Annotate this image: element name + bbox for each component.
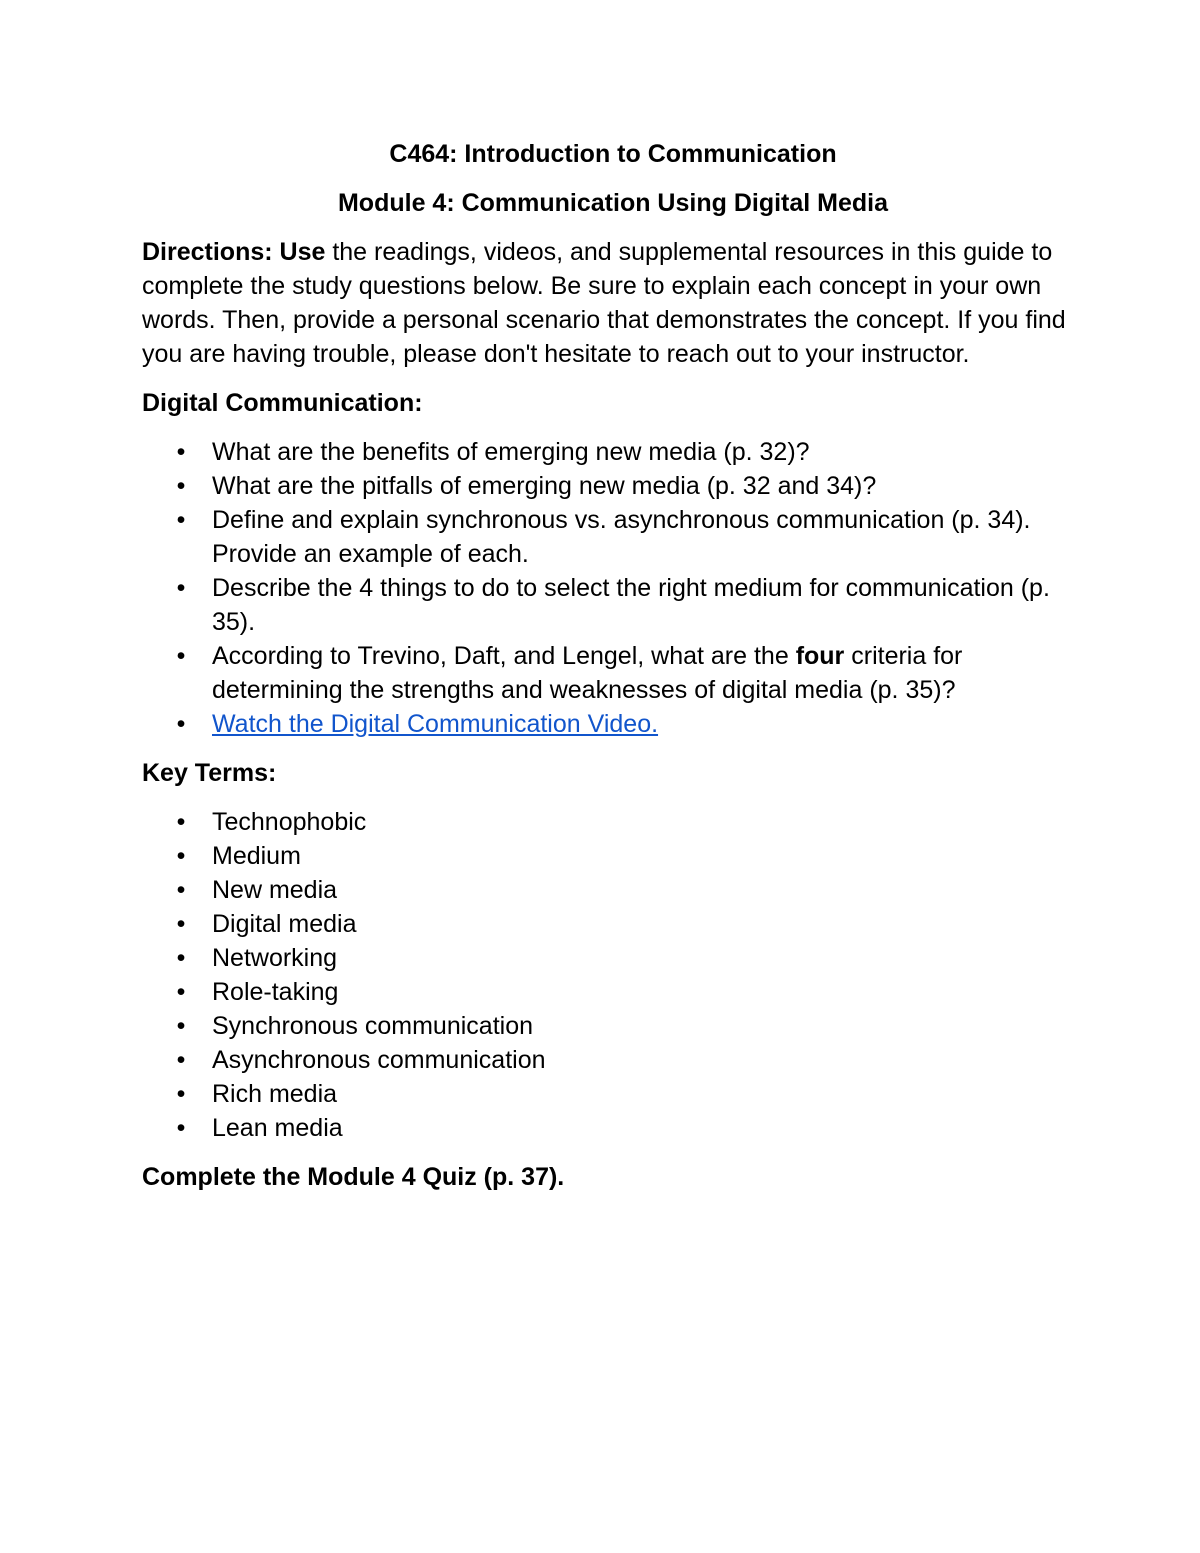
list-item (142, 503, 1072, 571)
bullet-icon: • (176, 876, 186, 904)
bullet-icon: • (176, 710, 186, 738)
list-item (142, 1009, 1072, 1043)
list-item (142, 571, 1072, 639)
list-item (142, 707, 1072, 741)
list-item (142, 1111, 1072, 1145)
key-term: Role-taking (212, 978, 339, 1006)
bullet-icon: • (176, 978, 186, 1006)
key-term: New media (212, 876, 338, 904)
bullet-icon: • (176, 472, 186, 500)
list-item (142, 907, 1072, 941)
directions-text: the readings, videos, and supplemental resources in this guide to complete the study questions below. Be sure to explain each concept in your own words. Then, provide a personal scenario that demonstrates the concept. If you find you are having trouble, please don't hesitate to reach out to your instructor. (142, 238, 1066, 368)
bullet-icon: • (176, 1012, 186, 1040)
list-item (142, 435, 1072, 469)
directions-label: Directions: Use (142, 238, 326, 266)
digital-communication-video-link[interactable]: Watch the Digital Communication Video. (212, 710, 659, 738)
list-item-text: Define and explain synchronous vs. asynchronous communication (p. 34). Provide an example of each. (212, 506, 1031, 568)
bullet-icon: • (176, 910, 186, 938)
module-title: Module 4: Communication Using Digital Media (337, 189, 889, 217)
key-term: Digital media (212, 910, 357, 938)
directions-paragraph (142, 235, 1072, 371)
list-item-text: What are the pitfalls of emerging new media (p. 32 and 34)? (212, 472, 877, 500)
key-terms-list (142, 805, 1072, 1145)
key-terms-heading: Key Terms: (142, 759, 277, 787)
bullet-icon: • (176, 1114, 186, 1142)
bullet-icon: • (176, 574, 186, 602)
bullet-icon: • (176, 506, 186, 534)
key-term: Networking (212, 944, 338, 972)
list-item (142, 1043, 1072, 1077)
bullet-icon: • (176, 438, 186, 466)
quiz-instruction: Complete the Module 4 Quiz (p. 37). (142, 1163, 565, 1191)
list-item (142, 1077, 1072, 1111)
key-term: Medium (212, 842, 301, 870)
list-item (142, 873, 1072, 907)
digital-communication-list (142, 435, 1072, 741)
bullet-icon: • (176, 1080, 186, 1108)
bullet-icon: • (176, 1046, 186, 1074)
criteria-text-bold: four (795, 642, 845, 670)
key-term: Lean media (212, 1114, 343, 1142)
bullet-icon: • (176, 808, 186, 836)
criteria-text-after: criteria for determining the strengths and weaknesses of digital media (p. 35)? (212, 642, 963, 704)
list-item (142, 805, 1072, 839)
list-item (142, 839, 1072, 873)
list-item (142, 469, 1072, 503)
list-item-text: Describe the 4 things to do to select the right medium for communication (p. 35). (212, 574, 1050, 636)
list-item (142, 639, 1072, 707)
key-term: Rich media (212, 1080, 338, 1108)
list-item (142, 975, 1072, 1009)
criteria-text-before: According to Trevino, Daft, and Lengel, what are the (212, 642, 796, 670)
digital-communication-heading: Digital Communication: (142, 389, 423, 417)
list-item (142, 941, 1072, 975)
key-term: Synchronous communication (212, 1012, 533, 1040)
key-term: Technophobic (212, 808, 367, 836)
bullet-icon: • (176, 642, 186, 670)
key-term: Asynchronous communication (212, 1046, 546, 1074)
course-title: C464: Introduction to Communication (389, 140, 837, 168)
bullet-icon: • (176, 842, 186, 870)
list-item-text: What are the benefits of emerging new media (p. 32)? (212, 438, 810, 466)
bullet-icon: • (176, 944, 186, 972)
document-page (142, 137, 1072, 1194)
